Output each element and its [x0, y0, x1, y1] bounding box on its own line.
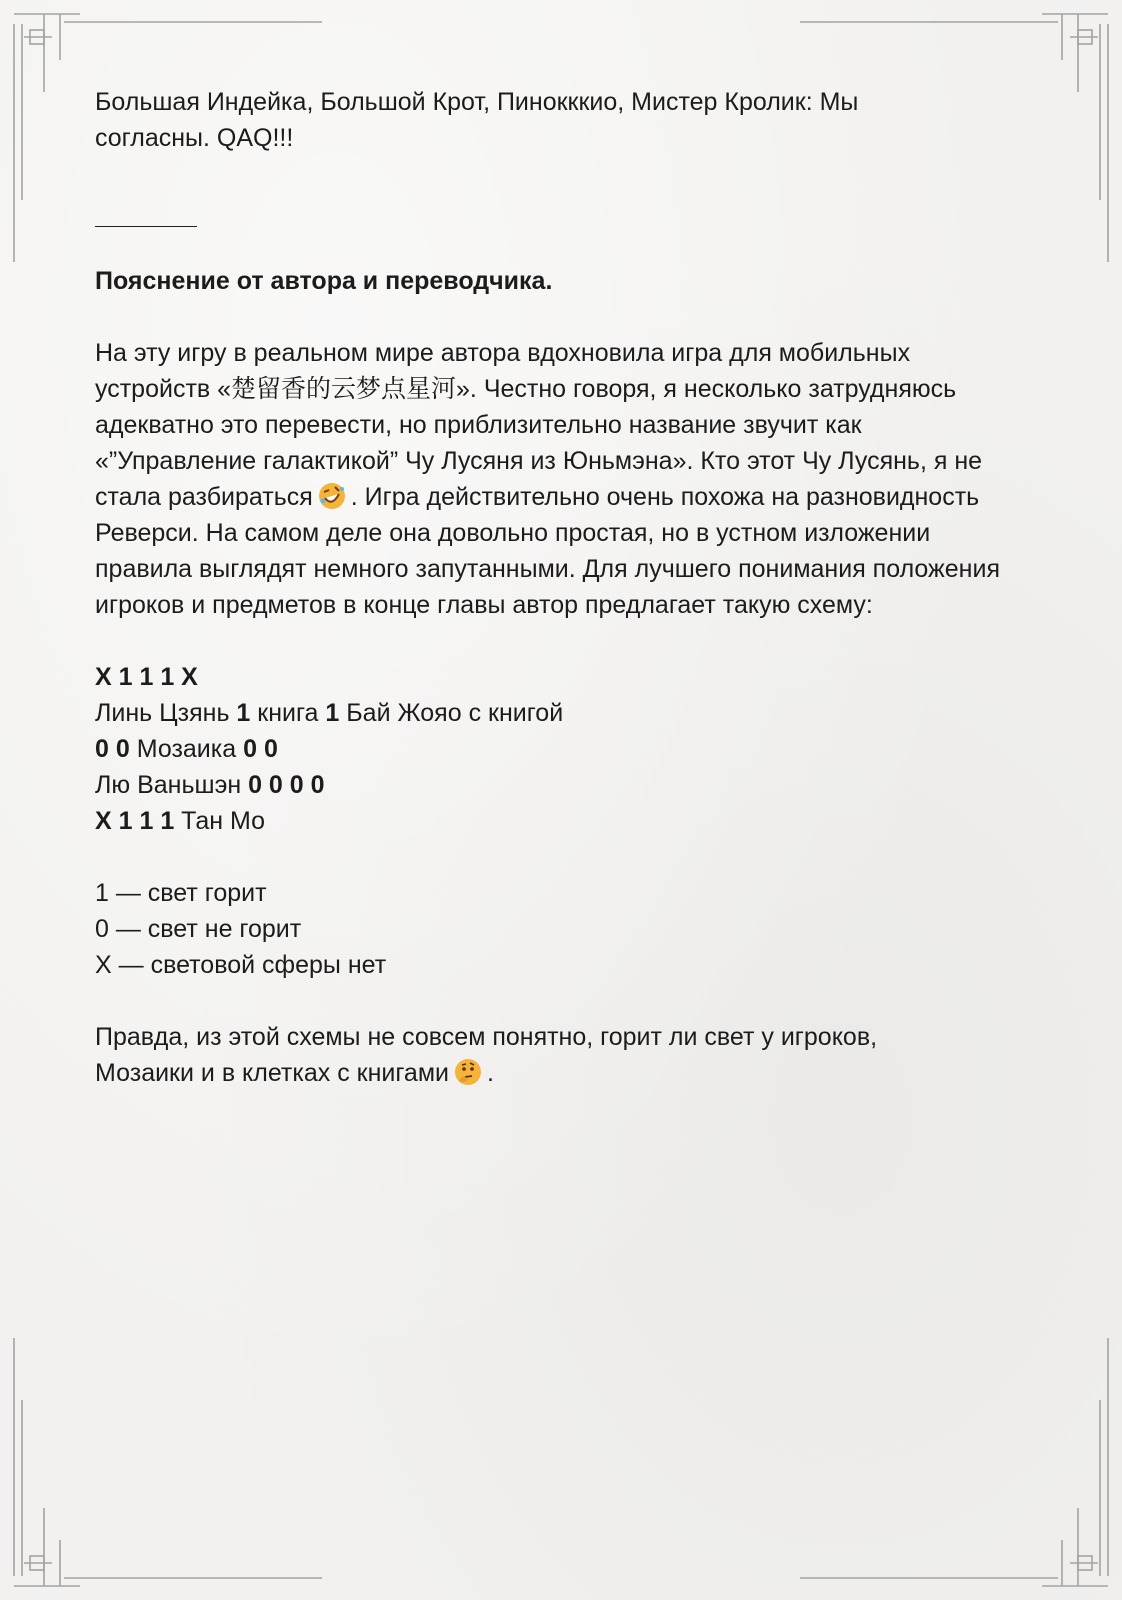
scheme-row-3-b: Мозаика	[129, 735, 244, 763]
scheme-row-2-c: книга	[250, 699, 326, 727]
scheme-row-3	[95, 731, 1025, 767]
closing-period: .	[487, 1059, 494, 1087]
separator-rule	[95, 192, 1025, 237]
scheme-row-4-b: 0 0 0 0	[248, 771, 325, 799]
scheme	[95, 659, 1025, 839]
scheme-row-5-b: Тан Мо	[174, 807, 265, 835]
scheme-row-5	[95, 803, 1025, 839]
document-body	[95, 84, 1025, 1091]
legend-item: X — световой сферы нет	[95, 951, 387, 979]
legend-item: 1 — свет горит	[95, 879, 267, 907]
legend-item: 0 — свет не горит	[95, 915, 302, 943]
rofl-emoji-icon	[317, 481, 347, 511]
explanation-text-2: . Игра действительно очень похожа на разновидность Реверси. На самом деле она довольно простая, но в устном изложении правила выглядят немного запутанными. Для лучшего понимания положения игроков и предметов в конце главы автор предлагает такую схему:	[95, 483, 1000, 619]
scheme-row-5-a: X 1 1 1	[95, 807, 175, 835]
thinking-emoji-icon	[453, 1057, 483, 1087]
scheme-row-4	[95, 767, 1025, 803]
closing-line-1: Правда, из этой схемы не совсем понятно, горит ли свет у игроков,	[95, 1023, 878, 1051]
intro-line-1: Большая Индейка, Большой Крот, Пинокккио, Мистер Кролик: Мы	[95, 88, 859, 116]
closing-line-2-text: Мозаики и в клетках с книгами	[95, 1059, 449, 1087]
intro-line-2: согласны. QAQ!!!	[95, 124, 294, 152]
explanation-text-1: На эту игру в реальном мире автора вдохновила игра для мобильных устройств «楚留香的云梦点星河». Честно говоря, я несколько затрудняюсь адекватно это перевести, но приблизительно название звучит как «”Управление галактикой” Чу Лусяня из Юньмэна». Кто этот Чу Лусянь, я не стала разбираться	[95, 339, 983, 511]
scheme-row-2-e: Бай Жояо с книгой	[339, 699, 564, 727]
scheme-row-3-c: 0 0	[243, 735, 278, 763]
scheme-row-3-a: 0 0	[95, 735, 130, 763]
scheme-row-2-a: Линь Цзянь	[95, 699, 237, 727]
scheme-row-4-a: Лю Ваньшэн	[95, 771, 249, 799]
scheme-row-2-b: 1	[236, 699, 251, 727]
explanation-paragraph	[95, 335, 1025, 623]
scheme-row-1: X 1 1 1 X	[95, 663, 198, 691]
scheme-row-2-d: 1	[325, 699, 340, 727]
closing-line-2	[95, 1055, 1025, 1091]
legend	[95, 875, 1025, 983]
scheme-row-2	[95, 695, 1025, 731]
section-heading: Пояснение от автора и переводчика.	[95, 267, 553, 295]
